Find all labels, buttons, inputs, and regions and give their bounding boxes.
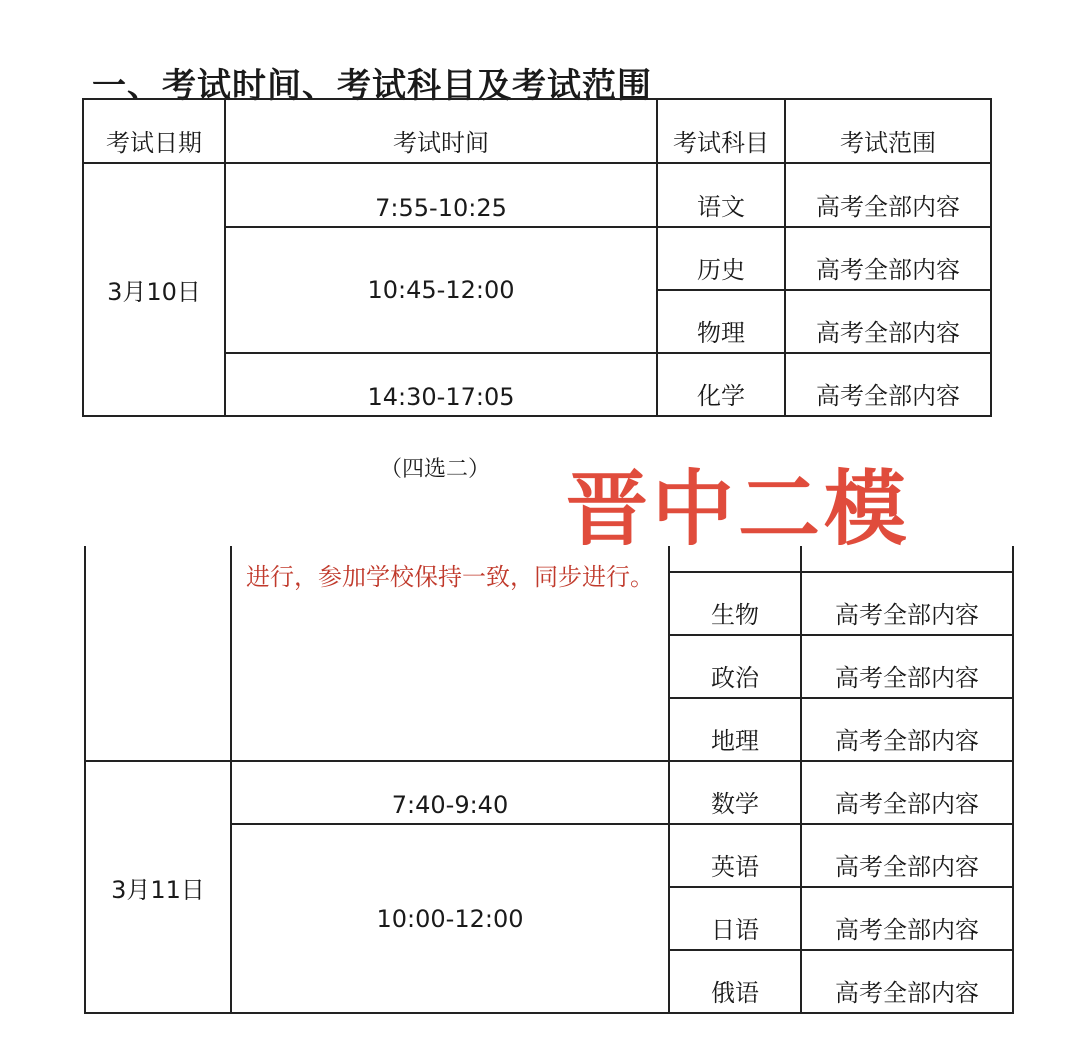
header-subject: 考试科目	[657, 99, 785, 163]
table-row	[85, 761, 1013, 824]
exam-subject: 历史	[657, 227, 785, 290]
exam-subject: 地理	[669, 698, 801, 761]
exam-scope: 高考全部内容	[785, 163, 991, 227]
watermark-stamp: 晋中二模	[566, 462, 911, 557]
exam-subject-continued	[669, 546, 801, 572]
exam-date: 3月10日	[83, 163, 225, 416]
exam-time: 7:40-9:40	[231, 761, 669, 824]
exam-scope: 高考全部内容	[801, 761, 1013, 824]
exam-scope: 高考全部内容	[801, 887, 1013, 950]
exam-schedule-table-bottom	[84, 546, 1014, 1014]
exam-time: 10:45-12:00	[225, 227, 657, 353]
header-time: 考试时间	[225, 99, 657, 163]
exam-subject: 化学	[657, 353, 785, 416]
exam-time: 10:00-12:00	[231, 824, 669, 1013]
header-scope: 考试范围	[785, 99, 991, 163]
exam-scope: 高考全部内容	[801, 572, 1013, 635]
exam-subject: 生物	[669, 572, 801, 635]
exam-scope: 高考全部内容	[785, 353, 991, 416]
exam-subject: 数学	[669, 761, 801, 824]
table-row	[83, 163, 991, 227]
exam-subject: 物理	[657, 290, 785, 353]
exam-scope-continued	[801, 546, 1013, 572]
exam-subject: 俄语	[669, 950, 801, 1013]
exam-time: 7:55-10:25	[225, 163, 657, 227]
exam-scope: 高考全部内容	[801, 950, 1013, 1013]
exam-date-continued	[85, 546, 231, 761]
exam-subject: 语文	[657, 163, 785, 227]
exam-scope: 高考全部内容	[785, 227, 991, 290]
header-date: 考试日期	[83, 99, 225, 163]
table-row	[85, 546, 1013, 572]
exam-scope: 高考全部内容	[785, 290, 991, 353]
exam-subject: 政治	[669, 635, 801, 698]
choose-two-note: （四选二）	[380, 457, 491, 482]
exam-scope: 高考全部内容	[801, 635, 1013, 698]
exam-date: 3月11日	[85, 761, 231, 1013]
exam-scope: 高考全部内容	[801, 824, 1013, 887]
section-title: 一、考试时间、考试科目及考试范围	[92, 66, 652, 106]
exam-time: 14:30-17:05	[225, 353, 657, 416]
exam-subject: 英语	[669, 824, 801, 887]
exam-schedule-table-top	[82, 98, 992, 417]
exam-scope: 高考全部内容	[801, 698, 1013, 761]
exam-time-note: 进行，参加学校保持一致，同步进行。	[231, 546, 669, 761]
exam-subject: 日语	[669, 887, 801, 950]
table-header-row	[83, 99, 991, 163]
